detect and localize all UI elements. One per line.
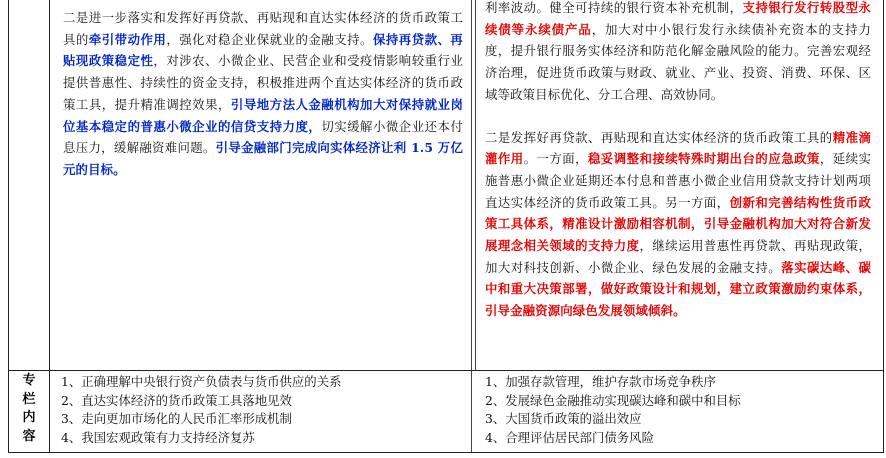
label-char: 专 — [22, 373, 36, 388]
list-item: 3、大国货币政策的溢出效应 — [485, 411, 642, 427]
right-paragraph-1 — [485, 0, 871, 106]
emphasis-run: 支持银行发行转股型永续债等永续债产品 — [485, 0, 872, 37]
list-item: 2、发展绿色金融推动实现碳达峰和碳中和目标 — [485, 392, 741, 408]
text-run: ，加大对中小银行发行永续债补充资本的支持力度，提升银行服务实体经济和防范化解金融风险的能力。完善宏观经济治理，促进货币政策与财政、就业、产业、投资、消费、环保、区域等政策目标优化、分工合理、高效协同。 — [485, 21, 871, 102]
text-run: ，延续实施普惠小微企业延期还本付息和普惠小微企业信用贷款支持计划两项直达实体经济的货币政策工具。另一方面， — [485, 151, 872, 210]
list-item: 3、走向更加市场化的人民币汇率形成机制 — [61, 411, 292, 427]
label-char: 内 — [22, 410, 36, 425]
text-run: 利率波动。健全可持续的银行资本补充机制， — [485, 0, 743, 15]
label-char: 栏 — [22, 391, 36, 407]
text-run: 。一方面， — [523, 151, 589, 167]
emphasis-run: 精准滴灌作用 — [485, 129, 871, 167]
list-item: 1、加强存款管理，维护存款市场竞争秩序 — [485, 374, 716, 389]
label-column-divider — [49, 0, 50, 452]
emphasis-run: 牵引带动作用 — [88, 31, 167, 47]
column-list-right — [485, 373, 875, 448]
comparison-table — [8, 0, 884, 453]
left-paragraph — [63, 7, 463, 181]
text-run: ，对涉农、小微企业、民营企业和受疫情影响较重行业提供普惠性、持续性的资金支持，积极推进两个直达实体经济的货币政策工具，提升精准调控效果， — [63, 53, 463, 112]
emphasis-run: 创新和完善结构性货币政策工具体系，精准设计激励相容机制，引导金融机构加大对符合新发展理念相关领域的支持力度 — [485, 194, 871, 254]
list-item: 1、正确理解中央银行资产负债表与货币供应的关系 — [61, 374, 342, 389]
right-policy-text — [485, 0, 871, 322]
column-divider-inner — [475, 0, 476, 370]
list-item: 4、我国宏观政策有力支持经济复苏 — [61, 430, 255, 446]
label-char: 容 — [22, 428, 36, 444]
emphasis-run: 落实碳达峰、碳中和重大决策部署，做好政策设计和规划，建立政策激励约束体系，引导金融资源向绿色发展领域倾斜。 — [485, 259, 871, 319]
emphasis-run: 稳妥调整和接续特殊时期出台的应急政策 — [588, 151, 820, 167]
text-run: 二是进一步落实和发挥好再贷款、再贴现和直达实体经济的货币政策工具的 — [63, 10, 463, 47]
list-item: 4、合理评估居民部门债务风险 — [485, 430, 654, 446]
emphasis-run: 保持再贷款、再贴现政策稳定性 — [63, 31, 463, 69]
row-divider — [9, 370, 883, 371]
emphasis-run: 引导地方法人金融机构加大对保持就业岗位基本稳定的普惠小微企业的信贷支持力度， — [63, 96, 464, 134]
text-run: 二是发挥好再贷款、再贴现和直达实体经济的货币政策工具的 — [485, 129, 833, 145]
text-run: ，强化对稳企业保就业的金融支持。 — [166, 31, 373, 47]
column-list-left — [61, 373, 461, 448]
emphasis-run: 引导金融部门完成向实体经济让利 1.5 万亿元的目标。 — [63, 140, 463, 177]
column-section-label — [19, 372, 39, 446]
left-policy-text — [63, 7, 463, 181]
list-item: 2、直达实体经济的货币政策工具落地见效 — [61, 392, 292, 408]
right-paragraph-2 — [485, 127, 871, 322]
text-run: 切实缓解小微企业还本付息压力，缓解融资难问题。 — [63, 118, 464, 156]
column-divider — [471, 0, 472, 452]
text-run: ，继续运用普惠性再贷款、再贴现政策，加大对科技创新、小微企业、绿色发展的金融支持。 — [485, 238, 871, 275]
